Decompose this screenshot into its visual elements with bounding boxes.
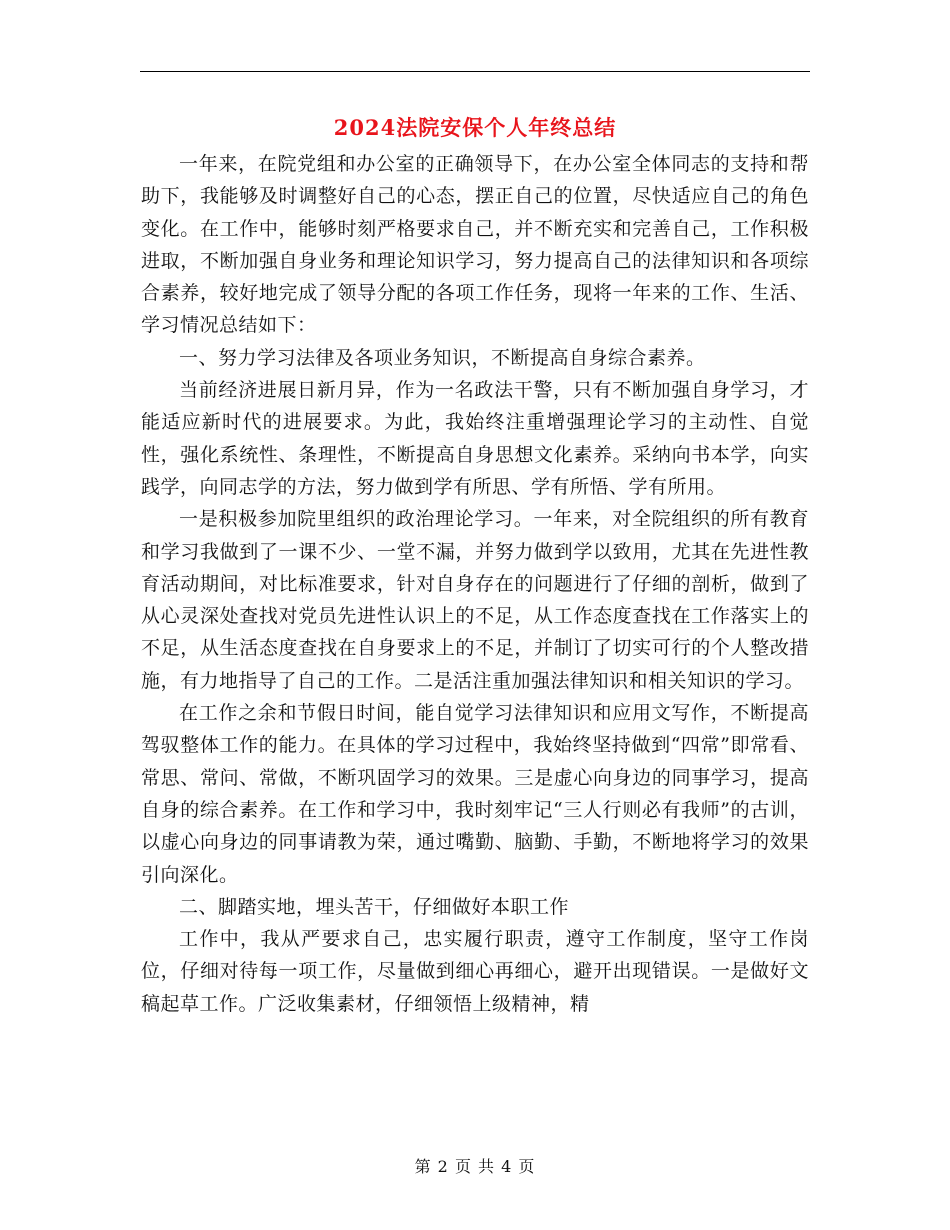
paragraph: 工作中，我从严要求自己，忠实履行职责，遵守工作制度，坚守工作岗位，仔细对待每一项工作，尽量做到细心再细心，避开出现错误。一是做好文稿起草工作。广泛收集素材，仔细领悟上级精神，精 (141, 928, 809, 1015)
section-heading: 一、努力学习法律及各项业务知识，不断提高自身综合素养。 (179, 346, 706, 369)
paragraph: 当前经济进展日新月异，作为一名政法干警，只有不断加强自身学习，才能适应新时代的进展要求。为此，我始终注重增强理论学习的主动性、自觉性，强化系统性、条理性，不断提高自身思想文化素养。采纳向书本学，向实践学，向同志学的方法，努力做到学有所思、学有所悟、学有所用。 (141, 379, 809, 498)
paragraph: 一是积极参加院里组织的政治理论学习。一年来，对全院组织的所有教育和学习我做到了一课不少、一堂不漏，并努力做到学以致用，尤其在先进性教育活动期间，对比标准要求，针对自身存在的问题进行了仔细的剖析，做到了从心灵深处查找对党员先进性认识上的不足，从工作态度查找在工作落实上的不足，从生活态度查找在自身要求上的不足，并制订了切实可行的个人整改措施，有力地指导了自己的工作。二是活注重加强法律知识和相关知识的学习。 (141, 508, 809, 692)
paragraph: 一年来，在院党组和办公室的正确领导下，在办公室全体同志的支持和帮助下，我能够及时调整好自己的心态，摆正自己的位置，尽快适应自己的角色变化。在工作中，能够时刻严格要求自己，并不断充实和完善自己，工作积极进取，不断加强自身业务和理论知识学习，努力提高自己的法律知识和各项综合素养，较好地完成了领导分配的各项工作任务，现将一年来的工作、生活、学习情况总结如下： (141, 153, 809, 337)
section-heading: 二、脚踏实地，埋头苦干，仔细做好本职工作 (179, 895, 570, 918)
document-title: 2024法院安保个人年终总结 (333, 115, 617, 140)
paragraph: 在工作之余和节假日时间，能自觉学习法律知识和应用文写作，不断提高驾驭整体工作的能力。在具体的学习过程中，我始终坚持做到“四常”即常看、常思、常问、常做，不断巩固学习的效果。三是虚心向身边的同事学习，提高自身的综合素养。在工作和学习中，我时刻牢记“三人行则必有我师”的古训，以虚心向身边的同事请教为荣，通过嘴勤、脑勤、手勤，不断地将学习的效果引向深化。 (141, 702, 809, 886)
page-footer: 第 2 页 共 4 页 (414, 1157, 536, 1176)
document-body (141, 148, 809, 1020)
header-rule (140, 71, 810, 72)
